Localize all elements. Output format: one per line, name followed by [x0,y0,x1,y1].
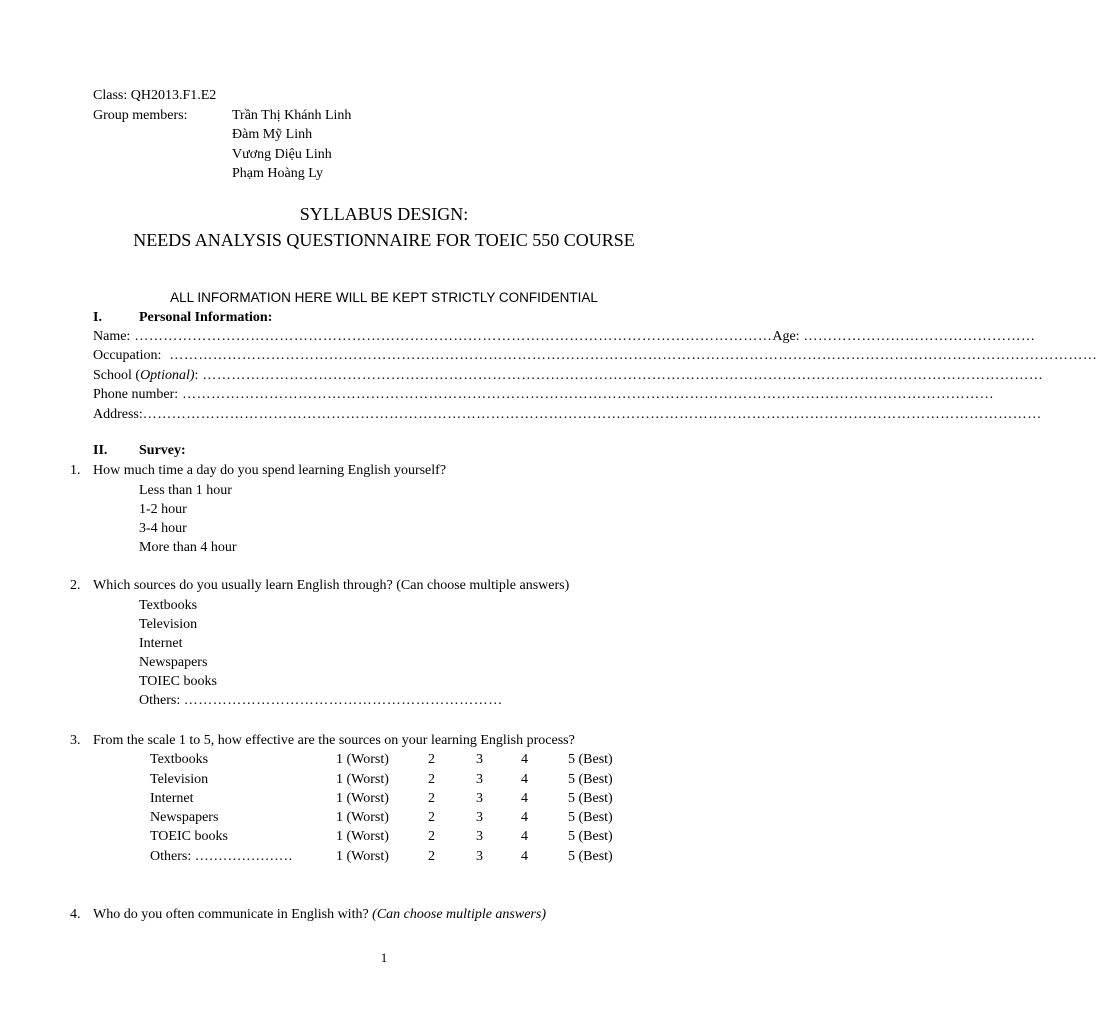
question-number: 1. [70,463,81,478]
rating-option[interactable]: 4 [521,849,528,864]
rating-option[interactable]: 5 (Best) [568,772,613,787]
group-member: Phạm Hoàng Ly [232,166,323,181]
title-questionnaire: NEEDS ANALYSIS QUESTIONNAIRE FOR TOEIC 550 COURSE [133,230,635,250]
occupation-blank[interactable]: ………………………………………………………………………………………………………………………………………………………………………… [161,348,1097,363]
rating-option[interactable]: 5 (Best) [568,791,613,806]
question-text: From the scale 1 to 5, how effective are the sources on your learning English process? [93,733,575,748]
answer-option[interactable]: Television [139,617,198,632]
phone-label: Phone number: [93,387,179,402]
group-members-label: Group members: [93,108,188,123]
rating-option[interactable]: 2 [428,829,435,844]
rating-option[interactable]: 3 [476,772,483,787]
rating-option[interactable]: 5 (Best) [568,810,613,825]
phone-field [93,387,995,403]
rating-row-label: Internet [150,791,194,806]
school-field [93,368,1044,384]
page-number: 1 [380,950,388,965]
section-heading: Survey: [139,443,186,458]
question-main: Who do you often communicate in English with? [93,907,373,922]
rating-option[interactable]: 2 [428,772,435,787]
question-text: Which sources do you usually learn English through? (Can choose multiple answers) [93,578,570,593]
question-number: 4. [70,907,81,922]
others-option[interactable] [139,693,503,709]
group-member: Vương Diệu Linh [232,147,332,162]
question-note: (Can choose multiple answers) [372,907,546,922]
school-blank[interactable]: ………………………………………………………………………………………………………………………………………………………… [198,368,1044,383]
address-blank[interactable]: …………………………………………………………………………………………………………………………………………………………………… [142,407,1042,422]
rating-option[interactable]: 4 [521,810,528,825]
age-label: Age: [772,329,800,344]
answer-option[interactable]: TOIEC books [139,674,217,689]
rating-option[interactable]: 4 [521,772,528,787]
section-numeral: II. [93,443,108,458]
answer-option[interactable]: Less than 1 hour [139,483,232,498]
rating-option[interactable]: 3 [476,810,483,825]
question-number: 3. [70,733,81,748]
others-label: Others: [139,693,181,708]
occupation-field [93,348,1097,364]
rating-row-label: Textbooks [150,752,209,767]
school-optional: Optional) [140,368,195,383]
rating-option[interactable]: 5 (Best) [568,849,613,864]
rating-option[interactable]: 3 [476,791,483,806]
rating-row-label: Others: ………………… [150,849,293,864]
section-heading: Personal Information: [139,310,273,325]
question-number: 2. [70,578,81,593]
rating-option[interactable]: 3 [476,829,483,844]
section-numeral: I. [93,310,102,325]
occupation-label: Occupation: [93,348,162,363]
question-text [93,907,546,923]
group-member: Trần Thị Khánh Linh [232,108,352,123]
name-label: Name: [93,329,131,344]
answer-option[interactable]: More than 4 hour [139,540,237,555]
name-field [93,329,1036,345]
rating-option[interactable]: 5 (Best) [568,752,613,767]
answer-option[interactable]: Textbooks [139,598,198,613]
rating-option[interactable]: 4 [521,829,528,844]
rating-row-label: Television [150,772,209,787]
rating-option[interactable]: 2 [428,810,435,825]
address-label: Address: [93,407,143,422]
age-blank[interactable]: ………………………………………… [799,329,1036,344]
answer-option[interactable]: 1-2 hour [139,502,187,517]
rating-row-label: Newspapers [150,810,219,825]
group-member: Đàm Mỹ Linh [232,127,313,142]
school-label: School ( [93,368,141,383]
rating-option[interactable]: 1 (Worst) [336,849,389,864]
rating-option[interactable]: 5 (Best) [568,829,613,844]
address-field [93,407,1042,423]
rating-option[interactable]: 4 [521,752,528,767]
rating-option[interactable]: 3 [476,849,483,864]
rating-option[interactable]: 1 (Worst) [336,772,389,787]
rating-option[interactable]: 2 [428,791,435,806]
rating-option[interactable]: 2 [428,752,435,767]
rating-option[interactable]: 1 (Worst) [336,752,389,767]
rating-row-label: TOEIC books [150,829,228,844]
rating-option[interactable]: 1 (Worst) [336,829,389,844]
class-line: Class: QH2013.F1.E2 [93,88,217,103]
school-colon: : [194,368,199,383]
name-blank[interactable]: …………………………………………………………………………………………………………………… [130,329,773,344]
answer-option[interactable]: 3-4 hour [139,521,187,536]
phone-blank[interactable]: …………………………………………………………………………………………………………………………………………………… [178,387,995,402]
others-blank[interactable]: ………………………………………………………… [183,693,503,708]
answer-option[interactable]: Internet [139,636,183,651]
question-text: How much time a day do you spend learning English yourself? [93,463,447,478]
rating-option[interactable]: 1 (Worst) [336,791,389,806]
confidential-notice: ALL INFORMATION HERE WILL BE KEPT STRICTLY CONFIDENTIAL [170,290,598,305]
answer-option[interactable]: Newspapers [139,655,208,670]
rating-option[interactable]: 3 [476,752,483,767]
title-syllabus-design: SYLLABUS DESIGN: [299,204,469,224]
rating-option[interactable]: 1 (Worst) [336,810,389,825]
rating-option[interactable]: 4 [521,791,528,806]
rating-option[interactable]: 2 [428,849,435,864]
